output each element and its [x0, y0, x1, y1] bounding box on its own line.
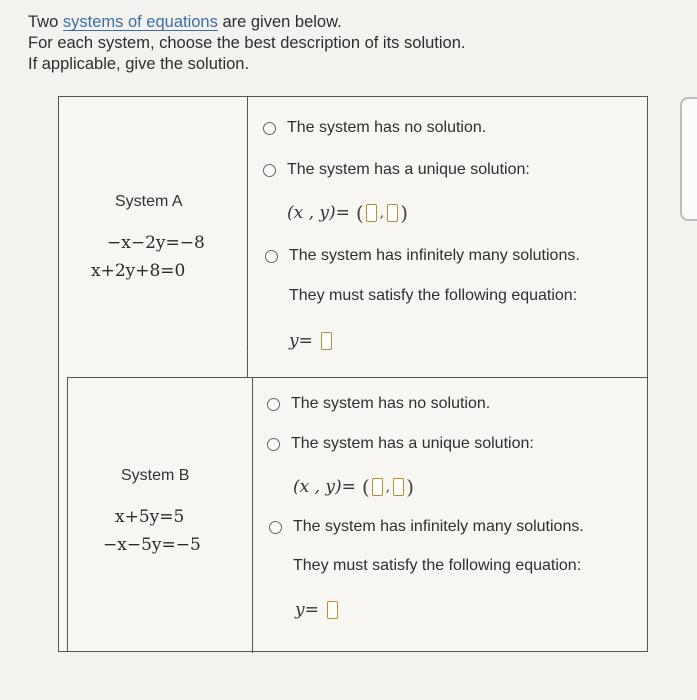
- system-a-y-equation: y=: [289, 331, 334, 351]
- system-a-y-input[interactable]: [387, 204, 398, 222]
- radio-icon[interactable]: [267, 438, 280, 451]
- instructions-line-1: Two systems of equations are given below.: [28, 13, 342, 31]
- system-b-equation-2: −x−5y=−5: [103, 535, 201, 555]
- system-a-option-no-solution[interactable]: The system has no solution.: [263, 119, 486, 137]
- system-b-x-input[interactable]: [372, 478, 383, 496]
- radio-icon[interactable]: [265, 250, 278, 263]
- system-b-option-no-solution[interactable]: The system has no solution.: [267, 395, 490, 413]
- system-a-option-unique[interactable]: The system has a unique solution:: [263, 161, 530, 179]
- divider: [247, 97, 248, 377]
- systems-of-equations-link[interactable]: systems of equations: [62, 13, 218, 31]
- system-b-option-infinite[interactable]: The system has infinitely many solutions.: [269, 518, 584, 536]
- system-a-option-infinite[interactable]: The system has infinitely many solutions.: [265, 247, 580, 265]
- radio-icon[interactable]: [267, 398, 280, 411]
- solution-pair: ( , ): [355, 201, 408, 225]
- radio-icon[interactable]: [263, 164, 276, 177]
- system-a-equation-1: −x−2y=−8: [107, 233, 205, 253]
- system-a-unique-solution: (x , y)= ( , ): [287, 201, 408, 225]
- solution-pair: ( , ): [361, 475, 414, 499]
- system-b-y-equation: y=: [295, 600, 340, 620]
- system-a-equation-2: x+2y+8=0: [91, 261, 186, 281]
- tiny-mark: ·: [241, 341, 244, 348]
- radio-icon[interactable]: [263, 122, 276, 135]
- instructions: [28, 12, 465, 75]
- system-a-y-expression-input[interactable]: [321, 332, 332, 350]
- system-b-title: System B: [121, 467, 190, 484]
- system-b-satisfy-text: They must satisfy the following equation:: [293, 557, 582, 574]
- systems-table: [58, 96, 648, 652]
- system-a-satisfy-text: They must satisfy the following equation:: [289, 287, 578, 304]
- divider: [67, 377, 68, 651]
- system-b-unique-solution: (x , y)= ( , ): [293, 475, 414, 499]
- system-b-y-expression-input[interactable]: [327, 601, 338, 619]
- system-b-y-input[interactable]: [393, 478, 404, 496]
- system-b-option-unique[interactable]: The system has a unique solution:: [267, 435, 534, 453]
- instructions-line-2: For each system, choose the best description of its solution.: [28, 34, 466, 52]
- radio-icon[interactable]: [269, 521, 282, 534]
- side-panel-tab[interactable]: [680, 97, 697, 221]
- instructions-line-3: If applicable, give the solution.: [28, 55, 250, 73]
- divider: [252, 377, 253, 653]
- system-a-x-input[interactable]: [366, 204, 377, 222]
- system-a-title: System A: [115, 193, 183, 210]
- system-b-equation-1: x+5y=5: [115, 507, 185, 527]
- divider: [67, 377, 647, 378]
